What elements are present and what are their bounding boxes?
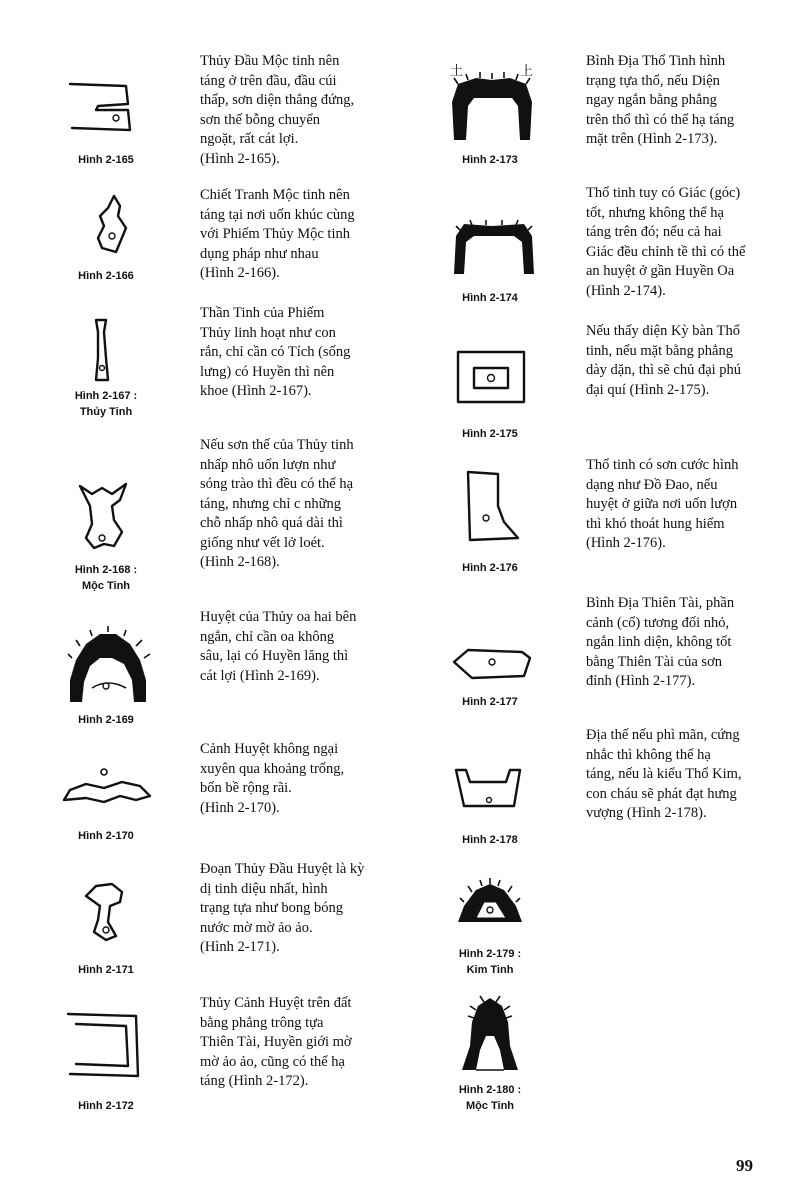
- paragraph-2-174: [586, 184, 752, 301]
- text-line: Địa thế nếu phì mãn, cứng: [586, 727, 740, 743]
- figure-2-167: [90, 318, 114, 384]
- caption-2-167: [56, 388, 156, 420]
- text-line: Thủy Đầu Mộc tinh nên: [200, 53, 340, 69]
- text-line: (Hình 2-166).: [200, 265, 280, 281]
- figure-2-171-drawing: [80, 882, 130, 942]
- figure-2-167-drawing: [90, 318, 114, 384]
- text-line: sóng trào thì đều có thể hạ: [200, 476, 354, 492]
- caption-2-171: [56, 962, 156, 978]
- caption-2-176-label: Hình 2-176: [462, 562, 518, 574]
- figure-2-177-drawing: [452, 644, 532, 680]
- figure-2-169: [66, 630, 150, 706]
- figure-2-168: [74, 480, 134, 550]
- paragraph-2-175: [586, 322, 752, 400]
- figure-2-179: [454, 878, 526, 926]
- text-line: trạng tựa thổ, nếu Diện: [586, 72, 720, 89]
- figure-2-179-drawing: [454, 878, 526, 926]
- figure-2-168-drawing: [74, 480, 134, 550]
- text-line: Giác đều chỉnh tề thì có thể: [586, 243, 746, 260]
- figure-2-170: [60, 766, 152, 806]
- text-line: Chiết Tranh Mộc tinh nên: [200, 187, 350, 203]
- text-line: Huyệt của Thủy oa hai bên: [200, 609, 357, 625]
- caption-2-180-label: Hình 2-180 :: [458, 1084, 522, 1096]
- text-line: giống như vết lở loét.: [200, 534, 325, 551]
- figure-2-165-drawing: [66, 78, 136, 134]
- caption-2-177: [440, 694, 540, 710]
- text-line: tốt, nhưng không thể hạ: [586, 204, 724, 221]
- text-line: táng, nhưng chỉ c những: [200, 495, 341, 512]
- caption-2-168-label: Hình 2-168 :: [74, 564, 138, 576]
- text-line: nhấp nhô uốn lượn như: [200, 456, 336, 473]
- caption-2-180: [440, 1082, 540, 1114]
- text-line: dị tinh diệu nhất, hình: [200, 880, 328, 897]
- caption-2-172: [56, 1098, 156, 1114]
- paragraph-2-178: [586, 726, 752, 824]
- figure-2-174-drawing: [452, 218, 536, 276]
- text-line: thì khó thoát hung hiểm: [586, 515, 725, 532]
- text-line: bốn bề rộng rãi.: [200, 780, 292, 796]
- caption-2-169-label: Hình 2-169: [78, 714, 134, 726]
- text-line: ngay ngắn bằng phẳng: [586, 92, 717, 108]
- text-line: Thủy linh hoạt như con: [200, 324, 336, 341]
- figure-2-173-label-left: 土: [450, 64, 464, 79]
- text-line: (Hình 2-174).: [586, 282, 666, 299]
- text-line: dày dặn, thì sẽ chủ đại phú: [586, 362, 742, 378]
- caption-2-175-label: Hình 2-175: [462, 428, 518, 440]
- text-line: Nếu sơn thế của Thủy tinh: [200, 437, 354, 453]
- text-line: tinh, nếu mặt bằng phẳng: [586, 342, 733, 359]
- text-line: (Hình 2-170).: [200, 799, 280, 816]
- text-line: ngắn, chỉ cần oa không: [200, 628, 335, 645]
- figure-2-169-drawing: [66, 630, 150, 706]
- text-line: Đoạn Thủy Đầu Huyệt là kỳ: [200, 861, 365, 877]
- caption-2-173: [440, 152, 540, 168]
- text-line: táng tại nơi uốn khúc cùng: [200, 206, 355, 223]
- text-line: (Hình 2-171).: [200, 939, 280, 955]
- text-line: chỗ nhấp nhô quá dài thì: [200, 515, 343, 531]
- figure-2-172: [66, 1010, 142, 1080]
- caption-2-168: [56, 562, 156, 594]
- caption-2-165: [56, 152, 156, 168]
- caption-2-179-label: Hình 2-179 :: [458, 948, 522, 960]
- text-line: con cháu sẽ phát đạt hưng: [586, 785, 737, 802]
- text-line: huyệt ở giữa nơi uốn lượn: [586, 496, 738, 512]
- caption-2-177-label: Hình 2-177: [462, 696, 518, 708]
- text-line: táng trên đó; nếu cả hai: [586, 224, 722, 240]
- text-line: ngoặt, rất cát lợi.: [200, 131, 299, 147]
- figure-2-174: [452, 218, 536, 276]
- figure-2-175: [456, 350, 528, 406]
- figure-2-178-drawing: [454, 768, 526, 810]
- caption-2-173-label: Hình 2-173: [462, 154, 518, 166]
- figure-2-166-drawing: [90, 194, 134, 256]
- figure-2-171: [80, 882, 130, 942]
- caption-2-175: [440, 426, 540, 442]
- caption-2-172-label: Hình 2-172: [78, 1100, 134, 1112]
- figure-2-177: [452, 644, 532, 680]
- figure-2-180: [458, 996, 522, 1072]
- text-line: Bình Địa Thổ Tinh hình: [586, 53, 726, 69]
- text-line: (Hình 2-165).: [200, 150, 280, 167]
- text-line: bằng Thiên Tài của sơn: [586, 653, 722, 670]
- paragraph-2-165: [200, 52, 370, 169]
- caption-2-171-label: Hình 2-171: [78, 964, 134, 976]
- text-line: táng ở trên đầu, đầu cúi: [200, 72, 337, 89]
- figure-2-165: [66, 78, 136, 134]
- text-line: Thủy Cảnh Huyệt trên đất: [200, 995, 352, 1011]
- figure-2-172-drawing: [66, 1010, 142, 1080]
- text-line: sâu, lại có Huyền lăng thì: [200, 648, 349, 664]
- paragraph-2-168: [200, 436, 370, 573]
- text-line: Nếu thấy diện Kỳ bàn Thổ: [586, 323, 740, 339]
- text-line: Cảnh Huyệt không ngại: [200, 741, 339, 757]
- text-line: ngắn linh diện, không tốt: [586, 634, 732, 650]
- figure-2-170-drawing: [60, 766, 152, 806]
- paragraph-2-170: [200, 740, 370, 818]
- paragraph-2-167: [200, 304, 370, 402]
- text-line: thấp, sơn diện thẳng đứng,: [200, 92, 355, 108]
- text-line: Thần Tinh của Phiếm: [200, 305, 325, 321]
- text-line: đại quí (Hình 2-175).: [586, 381, 710, 398]
- text-line: cảnh (cổ) tương đối nhỏ,: [586, 614, 730, 631]
- text-line: nước mờ mờ ảo ảo.: [200, 919, 313, 936]
- figure-2-176: [462, 470, 522, 542]
- caption-2-170-label: Hình 2-170: [78, 830, 134, 842]
- caption-2-179-sub: Kim Tinh: [466, 964, 514, 976]
- text-line: vượng (Hình 2-178).: [586, 805, 707, 821]
- paragraph-2-171: [200, 860, 370, 958]
- text-line: Thiên Tài, Huyền giới mờ: [200, 1034, 352, 1050]
- caption-2-165-label: Hình 2-165: [78, 154, 134, 166]
- text-line: rắn, chỉ cần có Tích (sống: [200, 344, 351, 360]
- paragraph-2-169: [200, 608, 370, 686]
- text-line: bằng phẳng trông tựa: [200, 1014, 324, 1031]
- text-line: mặt trên (Hình 2-173).: [586, 131, 718, 147]
- figure-2-173: [448, 62, 538, 142]
- caption-2-178-label: Hình 2-178: [462, 834, 518, 846]
- caption-2-174: [440, 290, 540, 306]
- text-line: nhắc thì không thể hạ: [586, 746, 711, 763]
- text-line: táng, nếu là kiểu Thổ Kim,: [586, 766, 742, 782]
- caption-2-176: [440, 560, 540, 576]
- figure-2-173-label-right: 上: [520, 64, 534, 79]
- text-line: táng (Hình 2-172).: [200, 1073, 309, 1089]
- figure-2-176-drawing: [462, 470, 522, 542]
- figure-2-178: [454, 768, 526, 810]
- text-line: Thổ tinh tuy có Giác (góc): [586, 185, 741, 201]
- text-line: với Phiếm Thủy Mộc tinh: [200, 226, 350, 242]
- text-line: (Hình 2-168).: [200, 554, 280, 570]
- text-line: Thổ tinh có sơn cước hình: [586, 457, 739, 473]
- paragraph-2-173: [586, 52, 752, 150]
- paragraph-2-177: [586, 594, 752, 692]
- figure-2-180-drawing: [458, 996, 522, 1072]
- caption-2-178: [440, 832, 540, 848]
- caption-2-169: [56, 712, 156, 728]
- text-line: mờ ảo ảo, cũng có thể hạ: [200, 1053, 345, 1070]
- figure-2-166: [90, 194, 134, 256]
- paragraph-2-166: [200, 186, 370, 284]
- text-line: dụng pháp như nhau: [200, 245, 319, 262]
- text-line: Bình Địa Thiên Tài, phần: [586, 595, 735, 611]
- caption-2-170: [56, 828, 156, 844]
- text-line: trên thổ thì có thể hạ táng: [586, 111, 735, 128]
- caption-2-179: [440, 946, 540, 978]
- caption-2-180-sub: Mộc Tinh: [465, 1100, 515, 1112]
- figure-2-175-drawing: [456, 350, 528, 406]
- text-line: xuyên qua khoảng trống,: [200, 760, 345, 777]
- text-line: dạng như Đồ Đao, nếu: [586, 476, 718, 493]
- paragraph-2-176: [586, 456, 752, 554]
- paragraph-2-172: [200, 994, 370, 1092]
- caption-2-167-sub: Thủy Tinh: [79, 406, 133, 418]
- text-line: (Hình 2-176).: [586, 535, 666, 551]
- text-line: sơn thế bỗng chuyển: [200, 111, 321, 128]
- caption-2-166: [56, 268, 156, 284]
- text-line: lưng) có Huyền thì nên: [200, 363, 335, 380]
- page-number: 99: [736, 1156, 753, 1175]
- caption-2-168-sub: Mộc Tinh: [81, 580, 131, 592]
- caption-2-166-label: Hình 2-166: [78, 270, 134, 282]
- text-line: cát lợi (Hình 2-169).: [200, 667, 320, 684]
- text-line: an huyệt ở gần Huyền Oa: [586, 263, 735, 279]
- text-line: đỉnh (Hình 2-177).: [586, 673, 696, 689]
- caption-2-174-label: Hình 2-174: [462, 292, 518, 304]
- text-line: trạng tựa như bong bóng: [200, 900, 343, 916]
- caption-2-167-label: Hình 2-167 :: [74, 390, 138, 402]
- text-line: khoe (Hình 2-167).: [200, 383, 312, 399]
